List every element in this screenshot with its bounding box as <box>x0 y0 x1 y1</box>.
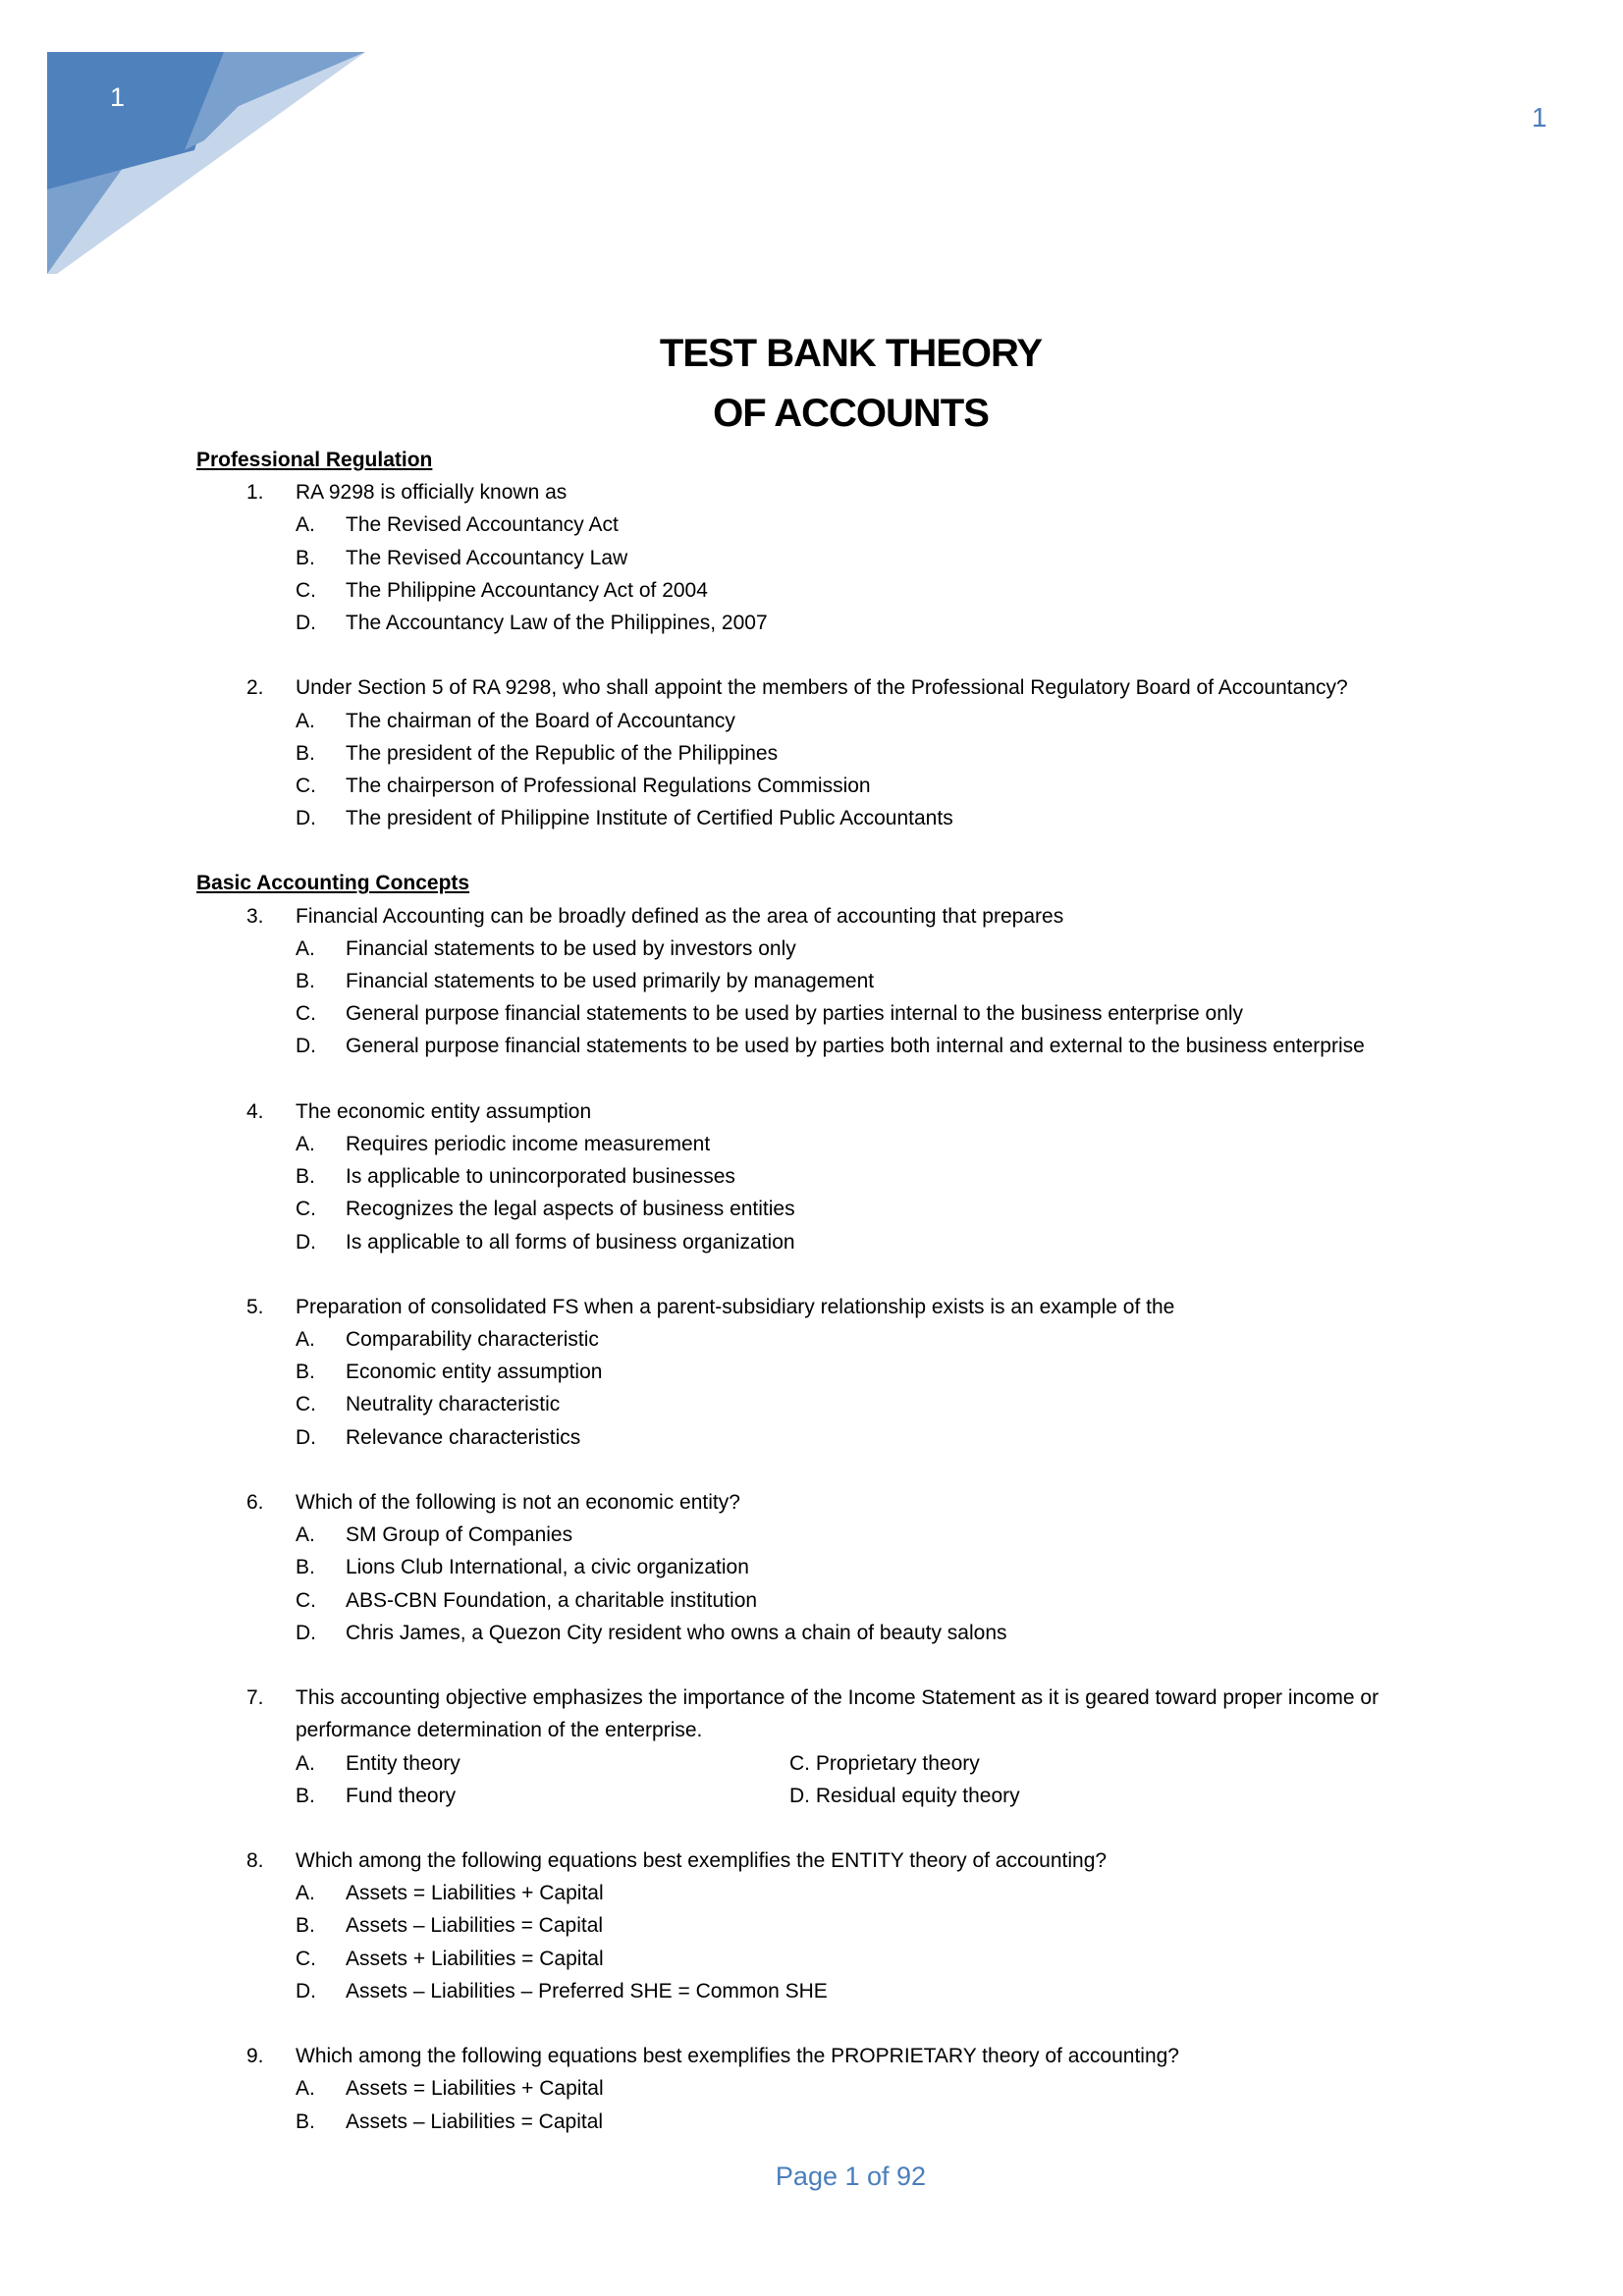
option-letter: C. <box>296 578 316 602</box>
option-letter: C. <box>296 1002 316 1026</box>
answer-option <box>0 1877 1623 1909</box>
blank-line <box>0 639 1623 671</box>
option-text: Assets – Liabilities = Capital <box>346 1914 604 1938</box>
answer-option <box>0 770 1623 802</box>
option-letter: B. <box>296 1165 315 1189</box>
question-number: 6. <box>246 1491 264 1514</box>
question-line <box>0 1291 1623 1323</box>
section-heading-line <box>0 867 1623 899</box>
question-line <box>0 1095 1623 1128</box>
option-text: General purpose financial statements to be used by parties internal to the business enterprise only <box>346 1002 1244 1026</box>
question-number: 8. <box>246 1849 264 1873</box>
answer-option <box>0 1160 1623 1193</box>
option-text: Comparability characteristic <box>346 1328 599 1352</box>
answer-option <box>0 1226 1623 1258</box>
answer-option <box>0 705 1623 737</box>
blank-line <box>0 1812 1623 1844</box>
question-line <box>0 1682 1623 1714</box>
blank-line <box>0 1063 1623 1095</box>
option-text: The president of Philippine Institute of Certified Public Accountants <box>346 807 953 830</box>
answer-option <box>0 1193 1623 1225</box>
option-letter: A. <box>296 1523 315 1547</box>
question-line <box>0 900 1623 933</box>
option-letter: D. <box>296 1230 316 1254</box>
option-text: The chairperson of Professional Regulations Commission <box>346 774 871 797</box>
option-text: Entity theory <box>346 1751 460 1775</box>
answer-option <box>0 737 1623 770</box>
question-text: This accounting objective emphasizes the importance of the Income Statement as it is geared toward proper income or <box>296 1686 1380 1710</box>
answer-option <box>0 965 1623 997</box>
option-letter: C. <box>296 1198 316 1221</box>
answer-option <box>0 802 1623 834</box>
option-text: Assets = Liabilities + Capital <box>346 2077 604 2101</box>
option-text: SM Group of Companies <box>346 1523 573 1547</box>
answer-option <box>0 997 1623 1030</box>
option-text-column-2: C. Proprietary theory <box>789 1751 980 1775</box>
blank-line <box>0 2007 1623 2040</box>
answer-option <box>0 1617 1623 1649</box>
question-number: 1. <box>246 481 264 505</box>
blank-line <box>0 1258 1623 1291</box>
answer-option <box>0 2072 1623 2105</box>
option-text: Requires periodic income measurement <box>346 1132 711 1155</box>
answer-option <box>0 1584 1623 1617</box>
answer-option <box>0 1030 1623 1062</box>
option-letter: A. <box>296 709 315 732</box>
answer-option <box>0 1975 1623 2007</box>
option-letter: A. <box>296 1882 315 1905</box>
question-text: Under Section 5 of RA 9298, who shall appoint the members of the Professional Regulatory Board of Accountancy? <box>296 676 1348 700</box>
document-title <box>0 324 1623 444</box>
answer-option <box>0 508 1623 541</box>
option-text: The president of the Republic of the Philippines <box>346 741 779 765</box>
question-number: 5. <box>246 1295 264 1318</box>
answer-option <box>0 607 1623 639</box>
option-letter: D. <box>296 1621 316 1644</box>
option-letter: B. <box>296 2109 315 2133</box>
answer-option <box>0 933 1623 965</box>
option-text: General purpose financial statements to be used by parties both internal and external to the business enterprise <box>346 1035 1365 1058</box>
section-heading: Basic Accounting Concepts <box>196 872 470 895</box>
option-letter: B. <box>296 1556 315 1579</box>
option-text: Is applicable to all forms of business organization <box>346 1230 795 1254</box>
option-letter: B. <box>296 741 315 765</box>
answer-option <box>0 2106 1623 2138</box>
option-text: ABS-CBN Foundation, a charitable institution <box>346 1588 758 1612</box>
question-line <box>0 1714 1623 1746</box>
blank-line <box>0 834 1623 867</box>
answer-option <box>0 1747 1623 1780</box>
option-text: The Accountancy Law of the Philippines, 2007 <box>346 611 768 634</box>
option-text: Lions Club International, a civic organization <box>346 1556 749 1579</box>
blank-line <box>0 1649 1623 1682</box>
option-letter: A. <box>296 2077 315 2101</box>
option-text: The Revised Accountancy Law <box>346 546 628 569</box>
section-heading: Professional Regulation <box>196 449 433 471</box>
question-number: 4. <box>246 1099 264 1123</box>
option-letter: D. <box>296 1035 316 1058</box>
title-line-2: OF ACCOUNTS <box>713 392 989 435</box>
option-letter: A. <box>296 936 315 960</box>
header-page-number: 1 <box>1532 102 1547 133</box>
option-letter: B. <box>296 546 315 569</box>
question-list <box>0 444 1623 2138</box>
option-text: Financial statements to be used primarily by management <box>346 970 875 992</box>
question-number: 9. <box>246 2045 264 2068</box>
option-letter: A. <box>296 1751 315 1775</box>
question-line <box>0 476 1623 508</box>
answer-option <box>0 1551 1623 1583</box>
option-text: Is applicable to unincorporated businesses <box>346 1165 735 1189</box>
option-text-column-2: D. Residual equity theory <box>789 1784 1020 1807</box>
option-text: Neutrality characteristic <box>346 1393 561 1416</box>
answer-option <box>0 1128 1623 1160</box>
question-text: performance determination of the enterprise. <box>296 1719 703 1742</box>
answer-option <box>0 1780 1623 1812</box>
option-letter: A. <box>296 513 315 537</box>
answer-option <box>0 1909 1623 1942</box>
answer-option <box>0 1356 1623 1388</box>
option-letter: D. <box>296 1425 316 1449</box>
option-letter: B. <box>296 970 315 992</box>
option-text: Recognizes the legal aspects of business entities <box>346 1198 795 1221</box>
question-text: Financial Accounting can be broadly defined as the area of accounting that prepares <box>296 904 1064 928</box>
question-text: RA 9298 is officially known as <box>296 481 568 505</box>
question-text: Preparation of consolidated FS when a parent-subsidiary relationship exists is an example of the <box>296 1295 1175 1318</box>
header-decoration <box>47 52 365 274</box>
question-line <box>0 1486 1623 1519</box>
page-footer: Page 1 of 92 <box>775 2162 927 2191</box>
option-text: Assets – Liabilities = Capital <box>346 2109 604 2133</box>
option-text: Assets – Liabilities – Preferred SHE = Common SHE <box>346 1979 828 2002</box>
option-letter: D. <box>296 807 316 830</box>
question-text: Which of the following is not an economic entity? <box>296 1491 740 1514</box>
question-line <box>0 671 1623 704</box>
option-text: Fund theory <box>346 1784 457 1807</box>
section-heading-line <box>0 444 1623 476</box>
option-letter: C. <box>296 774 316 797</box>
question-line <box>0 2040 1623 2072</box>
question-text: The economic entity assumption <box>296 1099 592 1123</box>
option-letter: A. <box>296 1328 315 1352</box>
answer-option <box>0 574 1623 607</box>
option-letter: B. <box>296 1784 315 1807</box>
corner-page-number: 1 <box>110 82 126 112</box>
answer-option <box>0 1421 1623 1454</box>
option-letter: C. <box>296 1393 316 1416</box>
option-letter: B. <box>296 1914 315 1938</box>
answer-option <box>0 1943 1623 1975</box>
answer-option <box>0 1519 1623 1551</box>
option-text: The chairman of the Board of Accountancy <box>346 709 735 732</box>
option-text: The Philippine Accountancy Act of 2004 <box>346 578 708 602</box>
option-text: Assets = Liabilities + Capital <box>346 1882 604 1905</box>
option-letter: C. <box>296 1588 316 1612</box>
option-letter: D. <box>296 611 316 634</box>
option-letter: D. <box>296 1979 316 2002</box>
option-text: Assets + Liabilities = Capital <box>346 1947 604 1970</box>
option-letter: C. <box>296 1947 316 1970</box>
option-text: Financial statements to be used by investors only <box>346 936 796 960</box>
blank-line <box>0 1454 1623 1486</box>
option-text: Chris James, a Quezon City resident who owns a chain of beauty salons <box>346 1621 1007 1644</box>
option-letter: B. <box>296 1361 315 1384</box>
question-line <box>0 1844 1623 1877</box>
question-number: 7. <box>246 1686 264 1710</box>
question-number: 2. <box>246 676 264 700</box>
option-letter: A. <box>296 1132 315 1155</box>
title-line-1: TEST BANK THEORY <box>659 332 1043 375</box>
answer-option <box>0 542 1623 574</box>
question-number: 3. <box>246 904 264 928</box>
question-text: Which among the following equations best exemplifies the PROPRIETARY theory of accounting? <box>296 2045 1179 2068</box>
answer-option <box>0 1323 1623 1356</box>
option-text: Relevance characteristics <box>346 1425 581 1449</box>
option-text: Economic entity assumption <box>346 1361 603 1384</box>
option-text: The Revised Accountancy Act <box>346 513 619 537</box>
answer-option <box>0 1388 1623 1420</box>
question-text: Which among the following equations best exemplifies the ENTITY theory of accounting? <box>296 1849 1108 1873</box>
